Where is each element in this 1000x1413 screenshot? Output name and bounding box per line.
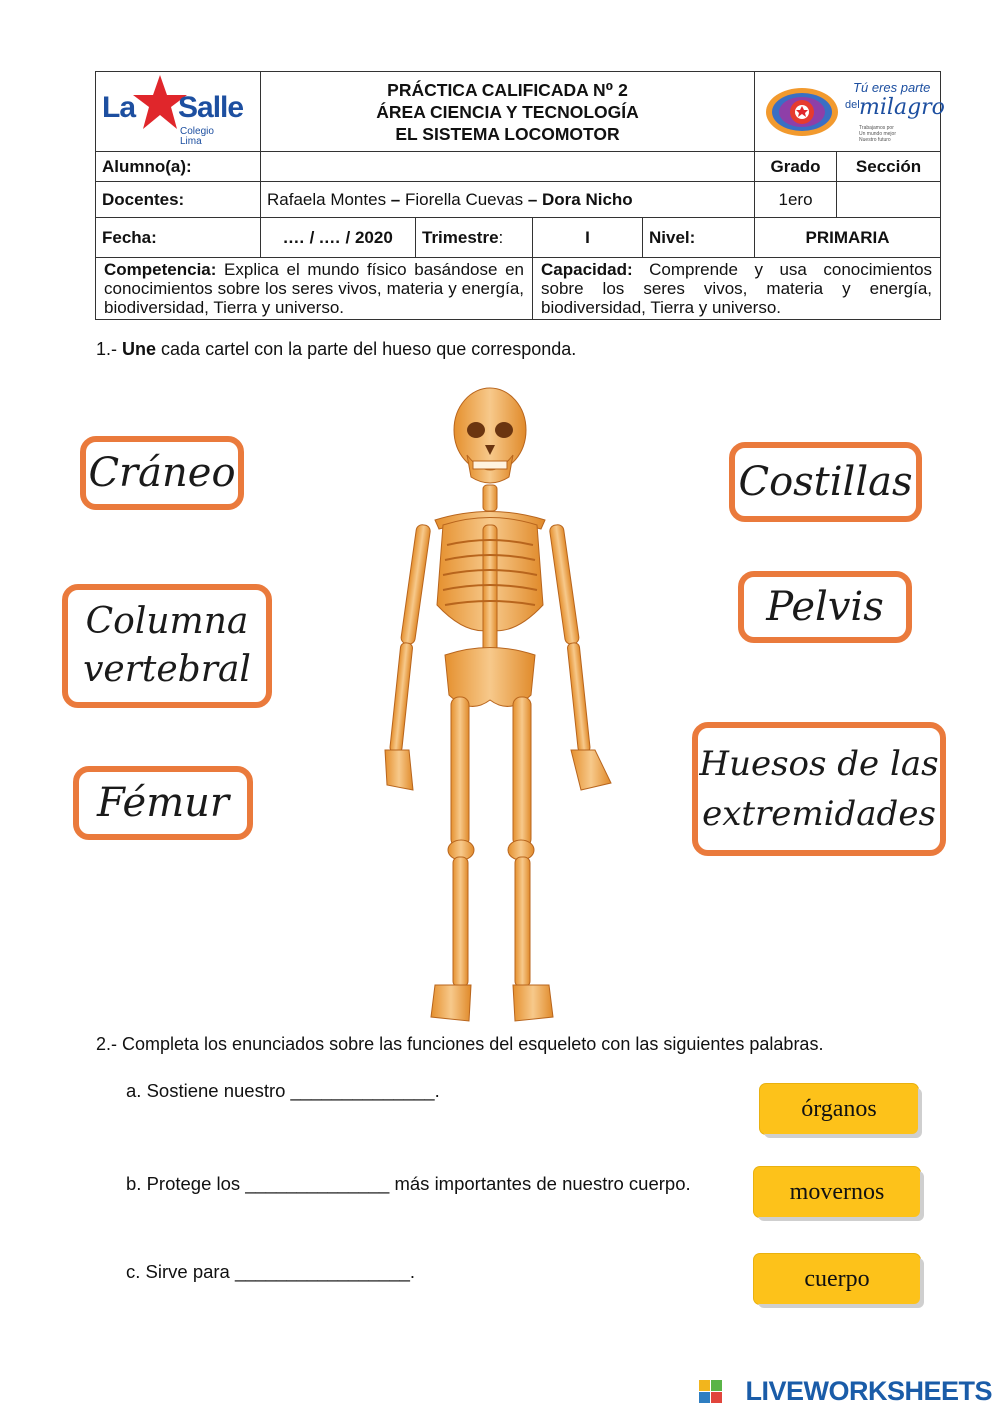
fecha-value: .… / .… / 2020 xyxy=(261,218,416,258)
card-femur-label: Fémur xyxy=(96,780,230,826)
title-line-1: PRÁCTICA CALIFICADA N⁰ 2 xyxy=(387,79,628,100)
trimestre-value: I xyxy=(533,218,643,258)
eye-logo-icon xyxy=(763,83,841,141)
liveworksheets-logo-icon xyxy=(699,1380,723,1404)
card-extremidades-line2: extremidades xyxy=(702,794,936,834)
card-craneo[interactable] xyxy=(80,436,244,510)
docentes-value: Rafaela Montes – Fiorella Cuevas – Dora Nicho xyxy=(261,182,755,218)
item-b: b. Protege los ______________ más importantes de nuestro cuerpo. xyxy=(126,1173,691,1194)
question-1: 1.- Une cada cartel con la parte del hueso que corresponda. xyxy=(96,339,577,359)
logo-tiny-3: Nuestro futuro xyxy=(859,136,891,143)
header-table xyxy=(95,71,945,320)
logo-lima: Lima xyxy=(180,135,202,147)
card-huesos-extremidades[interactable] xyxy=(692,722,946,856)
question-2: 2.- Completa los enunciados sobre las funciones del esqueleto con las siguientes palabras. xyxy=(96,1034,824,1054)
capacidad-cell: Capacidad: Comprende y usa conocimientos sobre los seres vivos, materia y energía, biodiversidad, Tierra y universo. xyxy=(533,258,941,320)
seccion-label: Sección xyxy=(837,152,941,182)
title-line-2: ÁREA CIENCIA Y TECNOLOGÍA xyxy=(376,101,639,122)
logo-del-text: del xyxy=(845,98,860,111)
logo-tu-text: Tú eres parte xyxy=(853,79,931,95)
card-femur[interactable] xyxy=(73,766,253,840)
grado-label: Grado xyxy=(755,152,837,182)
seccion-value[interactable] xyxy=(837,182,941,218)
logo-la-text: La xyxy=(102,90,136,124)
title-cell xyxy=(261,72,755,152)
card-costillas[interactable] xyxy=(729,442,922,522)
grado-value: 1ero xyxy=(755,182,837,218)
card-columna-vertebral[interactable] xyxy=(62,584,272,708)
word-movernos[interactable]: movernos xyxy=(754,1167,920,1217)
alumno-field[interactable] xyxy=(261,152,755,182)
word-cuerpo[interactable]: cuerpo xyxy=(754,1254,920,1304)
word-organos[interactable]: órganos xyxy=(760,1084,918,1134)
fecha-label: Fecha: xyxy=(96,218,261,258)
card-craneo-label: Cráneo xyxy=(88,450,236,496)
logo-tiny-1: Trabajamos por xyxy=(859,124,894,131)
card-columna-line1: Columna xyxy=(85,601,249,642)
card-pelvis[interactable] xyxy=(738,571,912,643)
trimestre-label: Trimestre: xyxy=(416,218,533,258)
logo-milagro-text: milagro xyxy=(859,94,945,120)
nivel-value: PRIMARIA xyxy=(755,218,941,258)
docentes-label: Docentes: xyxy=(96,182,261,218)
item-c: c. Sirve para _________________. xyxy=(126,1261,416,1282)
card-pelvis-label: Pelvis xyxy=(766,584,884,630)
logo-milagro xyxy=(755,72,945,152)
card-costillas-label: Costillas xyxy=(738,459,913,505)
title-line-3: EL SISTEMA LOCOMOTOR xyxy=(395,123,620,144)
logo-colegio: Colegio xyxy=(180,125,214,137)
card-columna-line2: vertebral xyxy=(83,649,251,690)
card-extremidades-line1: Huesos de las xyxy=(699,744,939,784)
competencia-cell: Competencia: Explica el mundo físico basándose en conocimientos sobre los seres vivos, materia y energía, biodiversidad, Tierra y universo. xyxy=(96,258,533,320)
nivel-label: Nivel: xyxy=(643,218,755,258)
liveworksheets-brand[interactable]: LIVEWORKSHEETS xyxy=(745,1376,992,1406)
logo-salle-text: Salle xyxy=(178,90,244,124)
item-a: a. Sostiene nuestro ______________. xyxy=(126,1080,440,1101)
alumno-label: Alumno(a): xyxy=(96,152,261,182)
logo-tiny-2: Un mundo mejor xyxy=(859,130,896,137)
logo-lasalle xyxy=(96,72,261,152)
skeleton-illustration xyxy=(375,385,620,1030)
